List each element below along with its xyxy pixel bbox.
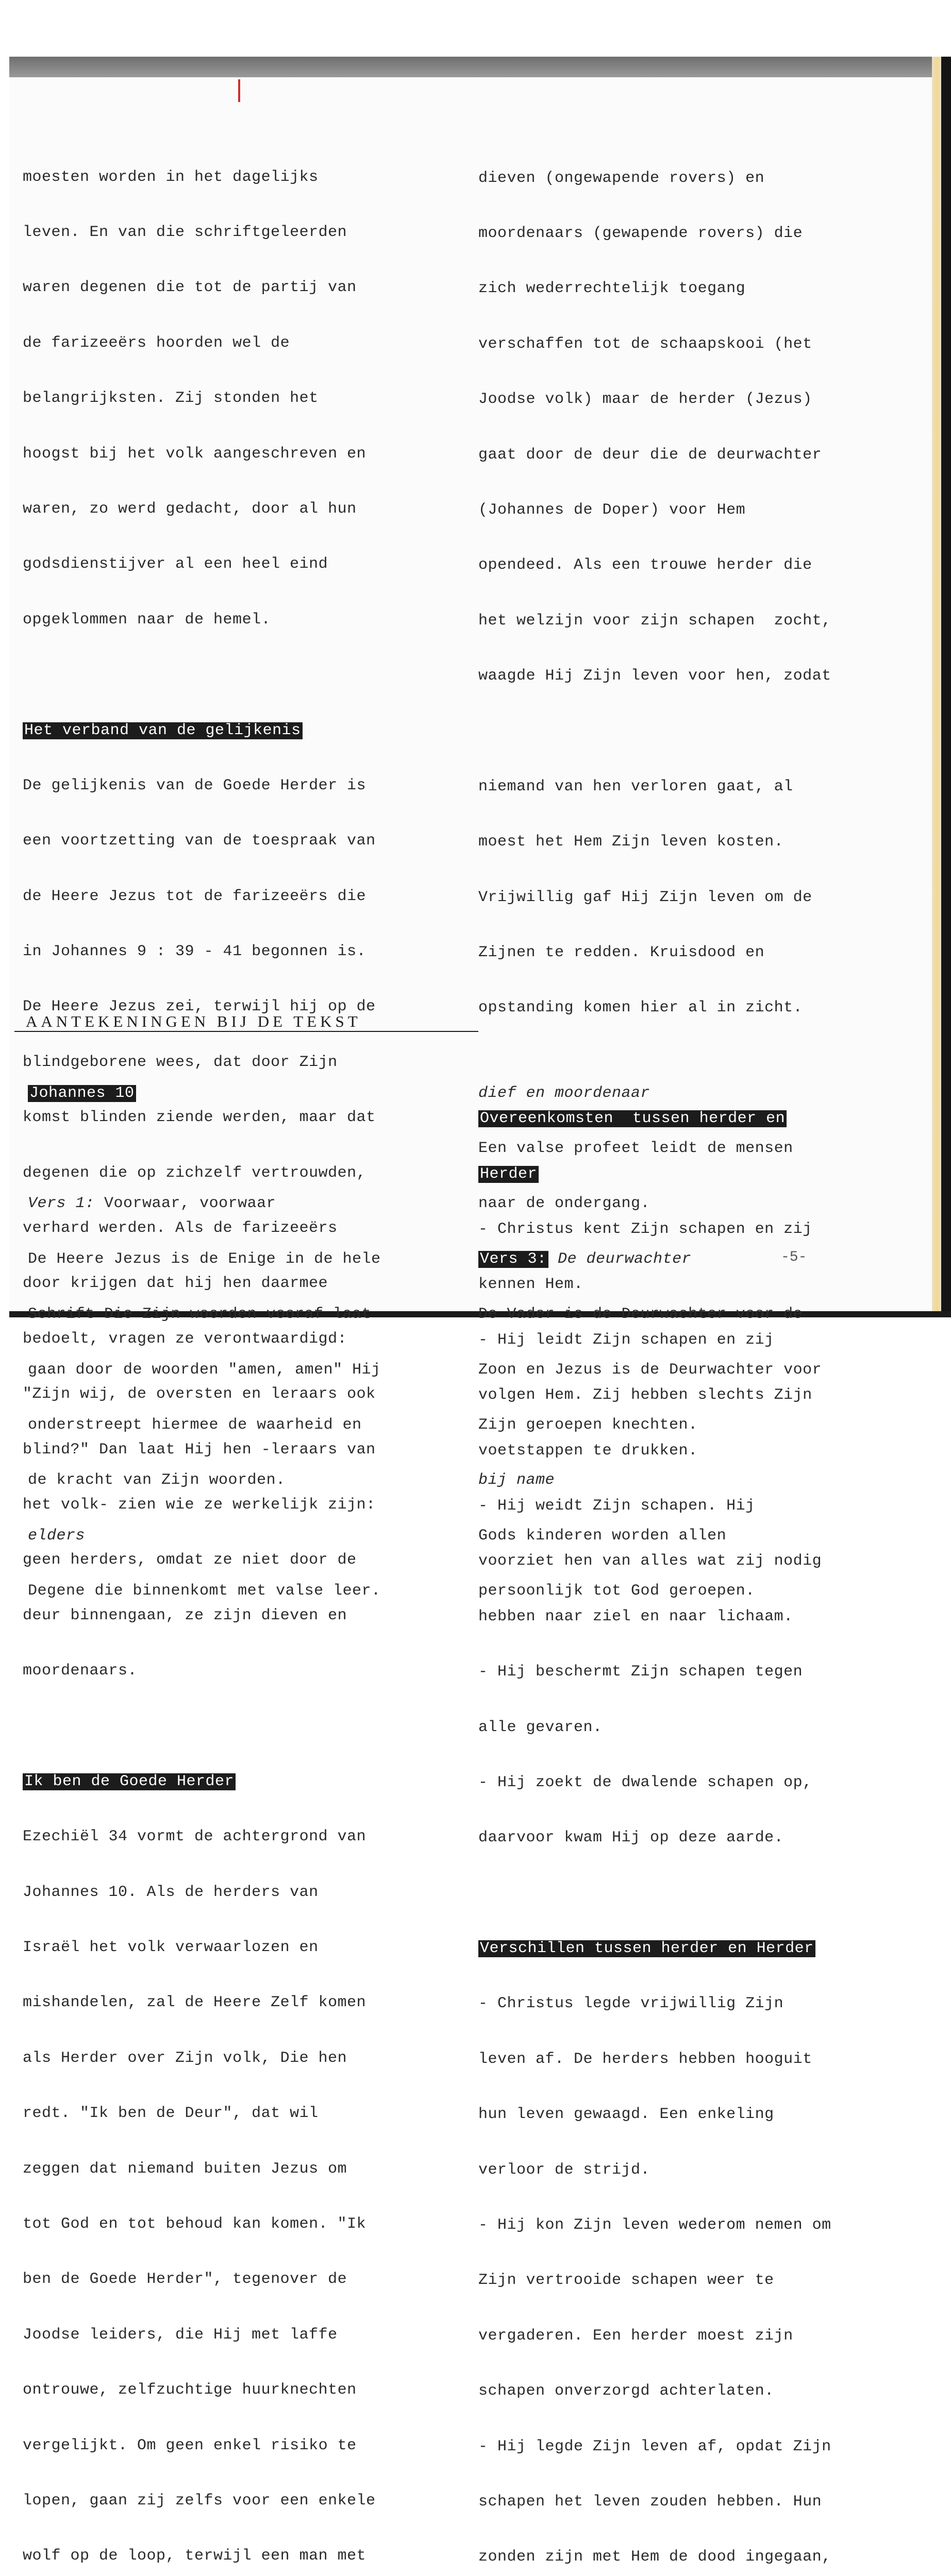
text-line: hun leven gewaagd. Een enkeling <box>478 2106 774 2124</box>
text-line: belangrijksten. Zij stonden het <box>23 389 319 408</box>
text-line: - Hij kon Zijn leven wederom nemen om <box>478 2216 831 2234</box>
page-number: -5- <box>781 1249 807 1265</box>
text-line: het volk- zien wie ze werkelijk zijn: <box>23 1496 376 1514</box>
paragraph-gap <box>23 1718 451 1736</box>
notes-right-column <box>478 1047 911 1619</box>
text-line: verhard werden. Als de farizeeërs <box>23 1219 338 1238</box>
text-line: De Heere Jezus zei, terwijl hij op de <box>23 998 376 1016</box>
text-line: leven af. De herders hebben hooguit <box>478 2050 812 2068</box>
text-line: zich wederrechtelijk toegang <box>478 280 746 298</box>
term-dief: dief en moordenaar <box>478 1084 650 1102</box>
text-line: redt. "Ik ben de Deur", dat wil <box>23 2105 319 2123</box>
paragraph-gap <box>23 666 451 685</box>
text-line: daarvoor kwam Hij op deze aarde. <box>478 1829 784 1847</box>
text-line: moest het Hem Zijn leven kosten. <box>478 833 784 851</box>
text-line: - Hij zoekt de dwalende schapen op, <box>478 1773 812 1791</box>
verse-label: Vers 1: <box>28 1195 95 1213</box>
paragraph-gap <box>28 1140 456 1158</box>
text-line: De Vader is de Deurwachter voor de <box>478 1306 803 1324</box>
text-line: hoogst bij het volk aangeschreven en <box>23 445 366 463</box>
section-heading-overeenkomsten-cont: Herder <box>478 1166 539 1183</box>
text-line: een voortzetting van de toespraak van <box>23 832 376 850</box>
text-line: opendeed. Als een trouwe herder die <box>478 556 812 574</box>
text-line: opgeklommen naar de hemel. <box>23 611 271 629</box>
text-line: - Hij leidt Zijn schapen en zij <box>478 1331 774 1349</box>
text-line: naar de ondergang. <box>478 1195 650 1213</box>
text-line: blindgeborene wees, dat door Zijn <box>23 1053 338 1071</box>
text-line: godsdienstijver al een heel eind <box>23 555 328 573</box>
paragraph-gap <box>478 723 911 741</box>
text-line: verschaffen tot de schaapskooi (het <box>478 335 812 353</box>
text-line: in Johannes 9 : 39 - 41 begonnen is. <box>23 943 366 961</box>
text-line: tot God en tot behoud kan komen. "Ik <box>23 2215 366 2233</box>
text-line: Joodse volk) maar de herder (Jezus) <box>478 391 812 409</box>
text-line: waagde Hij Zijn leven voor hen, zodat <box>478 667 831 685</box>
text-line: schapen onverzorgd achterlaten. <box>478 2382 774 2400</box>
heading-line <box>23 1773 451 1791</box>
section-heading-goede-herder: Ik ben de Goede Herder <box>23 1773 236 1790</box>
text-line: - Hij weidt Zijn schapen. Hij <box>478 1497 755 1515</box>
text-line: Degene die binnenkomt met valse leer. <box>28 1582 381 1600</box>
heading-line <box>478 1940 911 1958</box>
text-line: "Zijn wij, de oversten en leraars ook <box>23 1385 376 1403</box>
text-line: voorziet hen van alles wat zij nodig <box>478 1552 822 1570</box>
text-line: vergaderen. Een herder moest zijn <box>478 2327 793 2345</box>
text-line: Zijn vertrooide schapen weer te <box>478 2272 774 2290</box>
verse-term: Voorwaar, voorwaar <box>94 1195 276 1213</box>
text-line: Joodse leiders, die Hij met laffe <box>23 2326 338 2344</box>
text-line: ben de Goede Herder", tegenover de <box>23 2270 347 2289</box>
text-line: door krijgen dat hij hen daarmee <box>23 1275 328 1293</box>
notes-section-title: AANTEKENINGEN BIJ DE TEKST <box>26 1012 361 1030</box>
text-line: Vrijwillig gaf Hij Zijn leven om de <box>478 888 812 906</box>
text-line: Gods kinderen worden allen <box>478 1527 727 1545</box>
text-line: blind?" Dan laat Hij hen -leraars van <box>23 1440 376 1459</box>
text-line: gaat door de deur die de deurwachter <box>478 446 822 464</box>
text-line: Zijnen te redden. Kruisdood en <box>478 944 765 962</box>
text-line: - Hij beschermt Zijn schapen tegen <box>478 1663 803 1681</box>
text-line: onderstreept hiermee de waarheid en <box>28 1416 362 1434</box>
text-line: kennen Hem. <box>478 1276 583 1294</box>
section-heading-verschillen: Verschillen tussen herder en Herder <box>478 1940 815 1957</box>
text-line: waren degenen die tot de partij van <box>23 279 357 297</box>
heading-line <box>28 1084 456 1103</box>
notes-left-column <box>28 1047 456 1619</box>
notes-section-rule <box>14 1031 478 1032</box>
text-line: schapen het leven zouden hebben. Hun <box>478 2493 822 2511</box>
text-line: Zoon en Jezus is de Deurwachter voor <box>478 1361 822 1379</box>
text-line: moesten worden in het dagelijks <box>23 168 319 186</box>
text-line: de kracht van Zijn woorden. <box>28 1471 286 1489</box>
text-line: als Herder over Zijn volk, Die hen <box>23 2049 347 2067</box>
red-margin-mark <box>238 79 240 102</box>
text-line: moordenaars. <box>23 1662 138 1680</box>
chapter-label: Johannes 10 <box>28 1085 136 1102</box>
text-line: bedoelt, vragen ze verontwaardigd: <box>23 1330 347 1348</box>
text-line: zeggen dat niemand buiten Jezus om <box>23 2160 347 2178</box>
text-line: ontrouwe, zelfzuchtige huurknechten <box>23 2381 357 2399</box>
scan-top-border <box>9 57 941 77</box>
heading-line <box>23 722 451 740</box>
text-line: waren, zo werd gedacht, door al hun <box>23 500 357 518</box>
text-line: (Johannes de Doper) voor Hem <box>478 501 746 519</box>
text-line: volgen Hem. Zij hebben slechts Zijn <box>478 1386 812 1404</box>
text-line: het welzijn voor zijn schapen zocht, <box>478 612 831 630</box>
text-line: persoonlijk tot God geroepen. <box>478 1582 755 1600</box>
text-line: Zijn geroepen knechten. <box>478 1416 698 1434</box>
page-edge-stack <box>932 57 941 1311</box>
text-line: leven. En van die schriftgeleerden <box>23 223 347 241</box>
text-line: - Christus kent Zijn schapen en zij <box>478 1221 812 1239</box>
text-line: Een valse profeet leidt de mensen <box>478 1139 793 1157</box>
text-line: niemand van hen verloren gaat, al <box>478 777 793 795</box>
text-line: degenen die op zichzelf vertrouwden, <box>23 1164 366 1182</box>
text-line: vergelijkt. Om geen enkel risiko te <box>23 2436 357 2454</box>
term-bij-name: bij name <box>478 1471 555 1489</box>
text-line: voetstappen te drukken. <box>478 1442 698 1460</box>
text-line: dieven (ongewapende rovers) en <box>478 169 765 187</box>
text-line: - Christus legde vrijwillig Zijn <box>478 1995 784 2013</box>
paragraph-gap <box>478 1885 911 1903</box>
text-line: gaan door de woorden "amen, amen" Hij <box>28 1361 381 1379</box>
verse-line <box>478 1250 911 1269</box>
text-line: Ezechiël 34 vormt de achtergrond van <box>23 1828 366 1846</box>
verse-label: Vers 3: <box>478 1251 548 1268</box>
section-heading-verband: Het verband van de gelijkenis <box>23 722 303 739</box>
text-line: opstanding komen hier al in zicht. <box>478 999 803 1017</box>
text-line: Johannes 10. Als de herders van <box>23 1883 319 1901</box>
text-line: - Hij legde Zijn leven af, opdat Zijn <box>478 2437 831 2455</box>
text-line: hebben naar ziel en naar lichaam. <box>478 1607 793 1625</box>
text-line: mishandelen, zal de Heere Zelf komen <box>23 1994 366 2012</box>
text-line: De gelijkenis van de Goede Herder is <box>23 776 366 794</box>
section-heading-overeenkomsten: Overeenkomsten tussen herder en <box>478 1110 787 1127</box>
text-line: de Heere Jezus tot de farizeeërs die <box>23 887 366 905</box>
text-line: verloor de strijd. <box>478 2161 650 2179</box>
scan-right-border <box>941 57 951 1311</box>
text-line: alle gevaren. <box>478 1718 603 1736</box>
text-line: lopen, gaan zij zelfs voor een enkele <box>23 2492 376 2510</box>
text-line: deur binnengaan, ze zijn dieven en <box>23 1606 347 1624</box>
text-line: De Heere Jezus is de Enige in de hele <box>28 1250 381 1268</box>
term-elders: elders <box>28 1527 86 1545</box>
text-line: komst blinden ziende werden, maar dat <box>23 1109 376 1127</box>
verse-term: De deurwachter <box>548 1250 692 1268</box>
text-line: geen herders, omdat ze niet door de <box>23 1551 357 1569</box>
text-line: zonden zijn met Hem de dood ingegaan, <box>478 2548 831 2566</box>
text-line: moordenaars (gewapende rovers) die <box>478 224 803 242</box>
text-line: wolf op de loop, terwijl een man met <box>23 2547 366 2565</box>
text-line: Israël het volk verwaarlozen en <box>23 1939 319 1957</box>
text-line: Schrift Die Zijn woorden vooraf laat <box>28 1306 372 1324</box>
verse-line <box>28 1195 456 1213</box>
text-line: de farizeeërs hoorden wel de <box>23 334 290 352</box>
